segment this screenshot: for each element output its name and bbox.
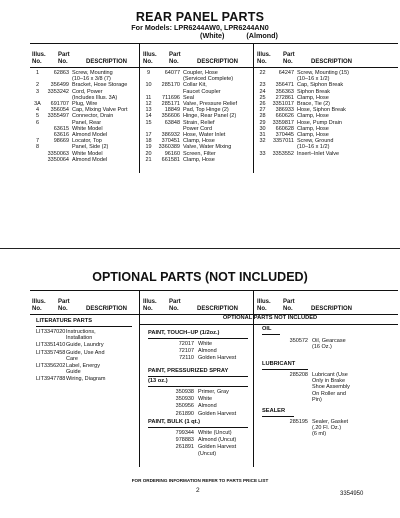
part-label: Part <box>283 299 295 305</box>
part-number: 350956 <box>175 403 194 410</box>
part-label: Part <box>169 52 181 58</box>
description-line: Wiring, Diagram <box>66 376 106 383</box>
no-label: No. <box>143 305 153 312</box>
part-number: 3350063 <box>47 150 69 157</box>
part-description: Coupler, Hose <box>183 70 218 76</box>
part-number: 3353242 <box>47 88 69 95</box>
description-line: Only in Brake <box>312 378 346 385</box>
description-line: Instructions, <box>66 329 96 335</box>
optional-col-divider-1 <box>139 290 140 467</box>
part-number: 799344 <box>175 430 194 436</box>
part-number: 63848 <box>164 119 180 126</box>
optional-item <box>148 341 236 347</box>
rear-illus-header-3 <box>257 52 271 66</box>
part-description: Clamp, Hose <box>297 125 329 132</box>
rear-illus-header-2 <box>143 52 157 66</box>
part-number: 285171 <box>161 101 180 108</box>
illus-number: 33 <box>259 150 266 157</box>
illus-number: 12 <box>145 101 152 108</box>
optional-item <box>262 372 350 403</box>
illus-label: Illus. <box>143 299 157 305</box>
part-description <box>198 355 236 361</box>
section-separator <box>0 248 400 249</box>
description-line: Guide, Laundry <box>66 342 104 349</box>
rear-parts-column-3 <box>255 70 349 157</box>
sealer-rule <box>262 416 294 417</box>
part-description: Pad, Top Hinge (2) <box>183 107 229 114</box>
illus-number: 10 <box>145 82 152 89</box>
lubricant-heading: LUBRICANT <box>262 361 296 367</box>
illus-number: 4 <box>35 107 40 114</box>
description-line: (16 Oz.) <box>312 344 332 351</box>
part-description: Brace, Tie (2) <box>297 101 331 108</box>
part-description <box>312 372 350 403</box>
part-description <box>312 419 348 438</box>
no-label: No. <box>143 58 153 65</box>
description-line: Guide, Use And <box>66 349 105 356</box>
models-line: For Models: LPR6244AW0, LPR6244AN0 <box>131 23 269 32</box>
optional-part-header-3 <box>283 299 295 313</box>
paint-spray-subheading: (13 oz.) <box>148 378 168 384</box>
description-line: (.20 Fl. Oz.) <box>312 425 342 432</box>
part-number: 370445 <box>275 132 294 139</box>
part-number: 3350064 <box>47 156 69 163</box>
part-number: 18849 <box>164 107 180 114</box>
part-description: Plug, Wire <box>72 101 98 108</box>
part-number: 261891 <box>175 444 194 451</box>
optional-part-header-1 <box>58 299 70 313</box>
part-number: 285170 <box>161 82 180 89</box>
illus-number: 29 <box>259 119 266 126</box>
illus-number: 30 <box>259 125 266 132</box>
paint-spray-rule <box>148 376 248 377</box>
rear-table-top-rule <box>30 43 398 44</box>
illus-number: 7 <box>35 138 40 145</box>
optional-item <box>262 338 346 350</box>
part-description: White Model <box>72 150 103 157</box>
part-description: Siphon Break <box>297 88 331 95</box>
optional-desc-header-3: DESCRIPTION <box>311 306 353 312</box>
description-line: Oil, Gearcase <box>312 338 346 344</box>
illus-number: 14 <box>145 113 152 120</box>
part-description: Connector, Drain <box>72 113 114 120</box>
description-line: On Roller and <box>312 390 346 397</box>
part-description <box>66 329 96 341</box>
paint-bulk-rule <box>148 427 248 428</box>
part-number: 3353552 <box>272 150 294 157</box>
illus-label: Illus. <box>143 52 157 58</box>
illus-label: Illus. <box>32 52 46 58</box>
illus-number: 27 <box>259 107 266 114</box>
optional-item <box>148 437 236 443</box>
optional-table-top-rule <box>30 290 398 291</box>
optional-part-header-2 <box>169 299 181 313</box>
part-number: 3360389 <box>158 144 180 151</box>
illus-number: 18 <box>145 138 152 145</box>
part-description: (10–16 x 1/2) <box>297 76 330 83</box>
optional-parts-title: OPTIONAL PARTS (NOT INCLUDED) <box>92 270 308 284</box>
part-description <box>198 389 229 395</box>
part-description: (Serviced Complete) <box>183 76 234 83</box>
optional-item <box>36 350 105 362</box>
description-line: Almond (Uncut) <box>198 437 237 444</box>
paint-spray-heading: PAINT, PRESSURIZED SPRAY <box>148 368 229 374</box>
rear-parts-column-1 <box>30 70 128 163</box>
paint-bulk-list <box>148 430 236 458</box>
part-label: Part <box>58 299 70 305</box>
part-description: Screw, Ground <box>297 138 334 145</box>
oil-list <box>262 338 346 351</box>
part-description: Almond Model <box>72 132 108 139</box>
part-description: Screw, Mounting (15) <box>297 70 349 76</box>
part-number: 72110 <box>179 355 194 362</box>
part-row <box>141 157 237 163</box>
lubricant-list <box>262 372 350 404</box>
illus-number: 31 <box>259 132 266 139</box>
ordering-note: FOR ORDERING INFORMATION REFER TO PARTS PRICE LIST <box>131 478 269 483</box>
part-description <box>198 444 236 456</box>
no-label: No. <box>257 305 267 312</box>
rear-part-header-2 <box>169 52 181 66</box>
illus-number: 23 <box>259 82 266 89</box>
part-description: Hose, Pump Drain <box>297 119 342 126</box>
part-number: 661581 <box>161 156 180 163</box>
part-description: Bracket, Hose Storage <box>72 82 128 89</box>
part-number: 350572 <box>289 338 308 344</box>
no-label: No. <box>32 305 42 312</box>
part-description: Power Cord <box>183 125 213 132</box>
optional-banner-rule <box>139 324 398 325</box>
part-description: Cap, Mixing Valve Port <box>72 107 128 114</box>
part-number: 660626 <box>275 113 294 120</box>
part-label: Part <box>58 52 70 58</box>
part-description: Faucet Coupler <box>183 88 221 95</box>
optional-item <box>36 363 105 375</box>
rear-part-header-1 <box>58 52 70 66</box>
description-line: Pin) <box>312 396 322 403</box>
part-description: Collar Kit, <box>183 82 207 89</box>
part-number: 356499 <box>50 82 69 89</box>
part-description: Hose, Water Inlet <box>183 132 226 139</box>
part-number: 72107 <box>178 348 194 355</box>
description-line: White <box>198 396 213 403</box>
rear-desc-header-1: DESCRIPTION <box>86 59 128 65</box>
description-line: Primer, Gray <box>198 389 229 395</box>
no-label: No. <box>169 58 179 65</box>
document-number: 3354950 <box>340 491 364 497</box>
optional-illus-header-1 <box>32 299 46 313</box>
description-line: White (Uncut) <box>198 430 232 436</box>
paint-spray-sub-rule <box>148 386 248 387</box>
optional-item <box>148 430 236 436</box>
optional-item <box>148 396 236 402</box>
optional-illus-header-3 <box>257 299 271 313</box>
part-description <box>66 363 100 375</box>
part-number: 72017 <box>178 341 194 347</box>
illus-label: Illus. <box>32 299 46 305</box>
optional-item <box>148 355 236 361</box>
illus-number: 22 <box>259 70 266 76</box>
description-line: Golden Harvest <box>198 444 237 451</box>
part-number: 386932 <box>161 132 180 139</box>
part-number: LIT3347020 <box>36 329 66 335</box>
paint-touchup-rule <box>148 338 248 339</box>
part-description <box>198 411 236 417</box>
illus-number: 6 <box>35 119 40 126</box>
models-colors <box>0 32 400 40</box>
lubricant-rule <box>262 369 308 370</box>
no-label: No. <box>257 58 267 65</box>
illus-number: 21 <box>145 156 152 163</box>
paint-touchup-heading: PAINT, TOUCH–UP (1/2oz.) <box>148 330 220 336</box>
part-number: 978883 <box>175 437 194 444</box>
illus-number: 1 <box>35 70 40 76</box>
rear-desc-header-3: DESCRIPTION <box>311 59 353 65</box>
part-description: Clamp, Hose <box>297 113 329 120</box>
illus-number: 5 <box>35 113 40 120</box>
illus-number: 8 <box>35 144 40 151</box>
description-line: White <box>198 341 213 347</box>
part-description: Hinge, Rear Panel (2) <box>183 113 237 120</box>
part-description <box>198 430 232 436</box>
part-description: Clamp, Hose <box>183 138 215 145</box>
part-description: Strain, Relief <box>183 119 215 126</box>
part-description: White Model <box>72 125 103 132</box>
no-label: No. <box>32 58 42 65</box>
part-description: Clamp, Hose <box>297 94 329 101</box>
part-number: LIT3947788 <box>36 376 66 383</box>
model-list <box>0 24 400 40</box>
literature-list <box>36 329 105 384</box>
paint-touchup-list <box>148 341 236 363</box>
optional-item <box>148 389 236 395</box>
description-line: Almond <box>198 403 217 410</box>
part-description <box>198 437 236 443</box>
illus-number: 15 <box>145 119 152 126</box>
part-number: LIT3356202 <box>36 363 66 370</box>
no-label: No. <box>58 305 68 312</box>
part-number: 3351017 <box>272 101 294 108</box>
page-number: 2 <box>196 487 200 494</box>
optional-banner: OPTIONAL PARTS NOT INCLUDED <box>222 315 318 321</box>
optional-item <box>148 348 236 354</box>
part-description: Hose, Siphon Break <box>297 107 346 114</box>
description-line: Shoe Assembly <box>312 384 350 391</box>
description-line: Lubricant (Use <box>312 372 348 378</box>
rear-col-divider-1 <box>139 43 140 173</box>
illus-number: 3A <box>34 101 41 108</box>
part-description: Insert–Inlet Valve <box>297 150 340 157</box>
part-number: 691707 <box>50 101 69 108</box>
part-description: Panel, Side (2) <box>72 144 109 151</box>
illus-number: 25 <box>259 94 266 101</box>
description-line: Label, Energy <box>66 363 100 370</box>
rear-parts-column-2 <box>141 70 237 163</box>
part-description: Almond Model <box>72 156 108 163</box>
rear-part-header-3 <box>283 52 295 66</box>
part-description: Screw, Mounting <box>72 70 113 76</box>
part-description <box>66 342 104 348</box>
optional-item <box>148 444 236 456</box>
part-description <box>198 403 217 409</box>
part-label: Part <box>169 299 181 305</box>
description-line: Sealer, Gasket <box>312 419 349 425</box>
part-description <box>198 348 217 354</box>
part-number: 370451 <box>161 138 180 145</box>
optional-illus-header-2 <box>143 299 157 313</box>
part-description: Clamp, Hose <box>297 132 329 139</box>
illus-label: Illus. <box>257 299 271 305</box>
part-description: Cord, Power <box>72 88 103 95</box>
optional-item <box>36 342 105 348</box>
part-label: Part <box>283 52 295 58</box>
rear-table-header-rule <box>30 67 398 68</box>
description-line: Golden Harvest <box>198 355 237 362</box>
part-number: LIT3351410 <box>36 342 66 349</box>
part-number: 356363 <box>275 88 294 95</box>
part-row <box>255 151 349 157</box>
description-line: Golden Harvest <box>198 410 237 417</box>
part-number: 356606 <box>161 113 180 120</box>
optional-item <box>148 403 236 409</box>
part-number: 64247 <box>278 70 294 76</box>
part-description: Locator, Top <box>72 138 102 145</box>
part-number: 3357011 <box>272 138 294 145</box>
part-description: Panel, Rear <box>72 119 102 126</box>
models-almond: (Almond) <box>246 31 278 40</box>
optional-item <box>36 329 105 341</box>
part-number: 711696 <box>162 94 180 101</box>
illus-number: 32 <box>259 138 266 145</box>
paint-spray-list <box>148 389 236 418</box>
part-number: 660628 <box>275 125 294 132</box>
part-number: 96160 <box>164 150 180 157</box>
part-description: Valve, Pressure Relief <box>183 101 238 108</box>
illus-number: 11 <box>145 94 152 101</box>
part-description: (Includes Illus. 3A) <box>72 94 118 101</box>
part-number: 261890 <box>175 410 194 417</box>
description-line: Guide <box>66 369 81 376</box>
part-number: 356054 <box>50 107 69 114</box>
optional-item <box>262 419 348 438</box>
part-number: 64077 <box>164 70 180 76</box>
description-line: (Uncut) <box>198 450 217 457</box>
oil-heading: OIL <box>262 326 272 332</box>
part-description: (10–16 x 1/2) <box>297 144 330 151</box>
part-number: 3355497 <box>47 113 69 120</box>
illus-number: 17 <box>145 132 152 139</box>
no-label: No. <box>283 58 293 65</box>
illus-number: 9 <box>146 70 151 76</box>
part-description: Clamp, Hose <box>183 156 215 163</box>
optional-desc-header-1: DESCRIPTION <box>86 306 128 312</box>
no-label: No. <box>58 58 68 65</box>
part-number: 356471 <box>275 82 294 89</box>
oil-rule <box>262 334 280 335</box>
illus-number: 20 <box>145 150 152 157</box>
rear-illus-header-1 <box>32 52 46 66</box>
no-label: No. <box>169 305 179 312</box>
part-number: 62863 <box>53 70 69 76</box>
illus-number: 26 <box>259 101 266 108</box>
part-number: 98669 <box>53 138 69 145</box>
illus-number: 2 <box>35 82 40 89</box>
models-white: (White) <box>200 31 225 40</box>
no-label: No. <box>283 305 293 312</box>
part-description <box>66 350 105 362</box>
rear-col-divider-2 <box>253 43 254 173</box>
sealer-list <box>262 419 348 439</box>
optional-item <box>36 376 105 382</box>
part-description: (10–16 x 3/8 (7) <box>72 76 111 83</box>
illus-number: 28 <box>259 113 266 120</box>
description-line: Almond <box>198 348 217 355</box>
part-number: 272861 <box>275 94 294 101</box>
optional-item <box>148 411 236 417</box>
part-description <box>312 338 346 350</box>
part-description: Valve, Water Mixing <box>183 144 232 151</box>
description-line: Care <box>66 355 78 362</box>
part-description <box>66 376 105 382</box>
sealer-heading: SEALER <box>262 408 286 414</box>
part-row <box>30 157 128 163</box>
paint-bulk-heading: PAINT, BULK (1 qt.) <box>148 419 201 425</box>
part-description: Cap, Siphon Break <box>297 82 344 89</box>
rear-desc-header-2: DESCRIPTION <box>197 59 239 65</box>
part-description <box>198 396 212 402</box>
page-title: REAR PANEL PARTS <box>135 10 265 24</box>
description-line: Installation <box>66 335 93 342</box>
part-number: 63615 <box>53 125 69 132</box>
part-number: 350938 <box>175 389 194 395</box>
part-description: Seal <box>183 94 195 101</box>
part-number: LIT3357458 <box>36 349 66 356</box>
part-description <box>198 341 212 347</box>
part-number: 285208 <box>289 372 308 378</box>
part-number: 3359817 <box>272 119 294 126</box>
description-line: (6 ml) <box>312 431 327 438</box>
illus-number: 19 <box>145 144 152 151</box>
literature-heading: LITERATURE PARTS <box>36 318 93 324</box>
illus-number: 13 <box>145 107 152 114</box>
part-number: 386933 <box>275 107 294 114</box>
part-number: 350930 <box>175 396 194 403</box>
part-number: 63616 <box>53 132 69 139</box>
part-number: 285195 <box>289 419 308 425</box>
illus-number: 24 <box>259 88 266 95</box>
part-description: Screen, Filter <box>183 150 216 157</box>
illus-number: 3 <box>35 88 40 95</box>
optional-desc-header-2: DESCRIPTION <box>197 306 239 312</box>
literature-heading-rule <box>36 326 132 327</box>
illus-label: Illus. <box>257 52 271 58</box>
